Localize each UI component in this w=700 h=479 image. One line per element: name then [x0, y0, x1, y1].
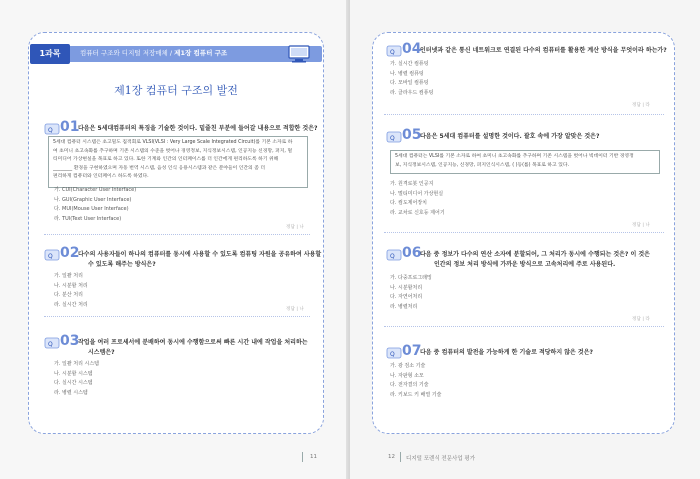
- option: 라. 키보드 키 배열 기술: [390, 391, 442, 398]
- option: 라. 교차로 신호등 제어기: [390, 209, 445, 216]
- question-text: 작업을 여러 프로세서에 분배하여 동시에 수행함으로써 빠른 시간 내에 작업을 처리하는: [78, 339, 308, 346]
- option: 라. 병렬처리: [390, 303, 418, 310]
- option: 다. 모바일 컴퓨팅: [390, 80, 429, 86]
- option: 나. 자판형 소모: [390, 372, 424, 379]
- option: 다. 전자결의 기술: [390, 382, 429, 388]
- option: 나. 멀티미디어 가상현실: [390, 190, 444, 197]
- question-number: 03: [60, 333, 80, 349]
- question-01-answer: 정답 | 나: [286, 225, 304, 230]
- option: 라. 병렬 시스템: [54, 389, 88, 396]
- divider: [384, 326, 664, 327]
- question-01-passage-box: [48, 136, 308, 188]
- question-04-answer: 정답 | 라: [632, 103, 650, 108]
- option: 다. 자연어처리: [390, 294, 423, 300]
- passage-line: ________ 환경을 구현하였으며 자동 번역 시스템, 음성 인식 응용시스템과 같은 분야들이 인간의 좀 더: [53, 165, 265, 171]
- option: 나. 시분할 시스템: [54, 370, 93, 377]
- question-text-cont: 수 있도록 해주는 방식은?: [88, 261, 156, 268]
- left-page-number: 11: [310, 454, 317, 460]
- svg-text:Q: Q: [390, 253, 395, 260]
- right-page-number: 12: [388, 454, 395, 460]
- computer-icon: [286, 44, 312, 64]
- passage-line: 5세대 컴퓨터는 VLSI를 기본 소자로 하여 초미니 초고속화를 추구하며 기존 시스템을 벗어나 빅데이터 기반 경영정: [395, 154, 634, 159]
- question-number: 05: [402, 127, 422, 143]
- option: 나. GUI(Graphic User Interface): [54, 196, 132, 203]
- passage-line: 편리하게 컴퓨터와 인터페이스 하도록 하였다.: [53, 174, 149, 179]
- divider: [44, 316, 310, 317]
- question-02-answer: 정답 | 나: [286, 307, 304, 312]
- svg-text:Q: Q: [48, 253, 53, 260]
- question-05-passage-box: [390, 150, 660, 174]
- option: 라. 클라우드 컴퓨팅: [390, 89, 434, 96]
- running-title: 디지털 포렌식 전문사업 평가: [406, 456, 476, 462]
- question-02-options: [54, 272, 88, 310]
- passage-line: 보, 지식정보시스템, 인공지능, 신경망, 퍼지인식시스템, ( )등(를) 목표로 하고 있다.: [395, 162, 570, 168]
- question-text: 다음 중 정보가 다수의 연산 소자에 분할되어, 그 처리가 동시에 수행되는 것은? 이 것은: [420, 251, 650, 258]
- svg-text:Q: Q: [390, 351, 395, 358]
- question-text: 다음은 5세대컴퓨터의 특징을 기술한 것이다. 밑줄친 부분에 들어갈 내용으로 적합한 것은?: [78, 125, 318, 132]
- question-06-options: [390, 274, 432, 312]
- question-01-options: [54, 186, 136, 224]
- option: 가. 원격로봇 인공지: [390, 181, 434, 187]
- svg-text:Q: Q: [390, 135, 395, 142]
- question-07-options: [390, 362, 441, 400]
- chapter-title: 제1장 컴퓨터 구조의 발전: [114, 84, 238, 97]
- question-text: 다수의 사용자들이 하나의 컴퓨터를 동시에 사용할 수 있도록 컴퓨팅 자원을 공유하여 사용할: [78, 251, 322, 258]
- question-number: 02: [60, 245, 80, 261]
- question-text-cont: 인간의 정보 처리 방식에 가까운 방식으로 고속처리에 주로 사용된다.: [434, 261, 616, 268]
- question-07: [386, 343, 666, 362]
- question-text: 다음은 5세대 컴퓨터를 설명한 것이다. 괄호 속에 가장 알맞은 것은?: [420, 133, 600, 140]
- question-number: 04: [402, 41, 422, 57]
- passage-line: 여 초미니 초고속화를 추구하며 기존 시스템의 수준을 벗어나 경영정보, 지식정보시스템, 인공지능 신경망, 퍼지, 멀: [53, 148, 293, 154]
- option: 다. MUI(Mouse User Interface): [54, 206, 129, 212]
- question-04-options: [390, 60, 433, 98]
- folio-divider: [302, 452, 303, 462]
- option: 다. 실시간 시스템: [54, 380, 93, 386]
- option: 나. 시분할 처리: [54, 282, 88, 289]
- svg-text:Q: Q: [48, 341, 53, 348]
- question-number: 06: [402, 245, 422, 261]
- option: 가. 광 검소 기술: [390, 363, 426, 369]
- passage-line: 티미디어 가상현실을 목표로 하고 있다. 또한 기계와 인간의 인터페이스를 더 인간에게 편리하도록 하기 위해: [53, 157, 279, 162]
- question-05-answer: 정답 | 나: [632, 223, 650, 228]
- option: 가. 다중프로그래밍: [390, 275, 432, 281]
- question-text-cont: 시스템은?: [88, 349, 115, 356]
- question-text: 다음 중 컴퓨터의 발전을 가능하게 한 기술로 적당하지 않은 것은?: [420, 349, 593, 356]
- question-number: 07: [402, 343, 422, 359]
- passage-line: 5세대 컴퓨터 시스템은 초고밀도 집적회로 VLSI(VLSI : Very Large Scale Integrated Circuit)를 기본 소자로 하: [53, 140, 293, 145]
- option: 가. 일괄 처리: [54, 273, 83, 279]
- option: 가. 실시간 컴퓨팅: [390, 61, 429, 67]
- question-03: [44, 333, 314, 356]
- option: 다. 컴도제어장치: [390, 200, 427, 206]
- question-03-options: [54, 360, 99, 398]
- option: 가. 일괄 처리 시스템: [54, 361, 99, 367]
- divider: [384, 232, 664, 233]
- svg-text:Q: Q: [48, 127, 53, 134]
- subject-tab: 1과목: [30, 44, 70, 64]
- question-06-answer: 정답 | 라: [632, 317, 650, 322]
- option: 다. 분산 처리: [54, 292, 83, 298]
- option: 라. 실시간 처리: [54, 301, 88, 308]
- option: 라. TUI(Text User Interface): [54, 215, 122, 222]
- option: 나. 시분할처리: [390, 284, 423, 291]
- option: 가. CUI(Character User Interface): [54, 187, 137, 193]
- question-05: [386, 127, 666, 146]
- option: 나. 병렬 컴퓨팅: [390, 70, 424, 77]
- breadcrumb-current: 제1장 컴퓨터 구조: [174, 49, 228, 57]
- chapter-breadcrumb: [80, 48, 227, 57]
- question-text: 인터넷과 같은 통신 네트워크로 연결된 다수의 컴퓨터를 활용한 계산 방식을 무엇이라 하는가?: [420, 47, 667, 54]
- right-page: [350, 0, 700, 479]
- folio-divider: [400, 452, 401, 462]
- question-05-options: [390, 180, 445, 218]
- divider: [384, 114, 664, 115]
- question-02: [44, 245, 322, 268]
- question-04: [386, 41, 667, 60]
- svg-text:Q: Q: [390, 49, 395, 56]
- question-number: 01: [60, 119, 80, 135]
- breadcrumb-prefix: 컴퓨터 구조와 디지털 저장매체 /: [80, 49, 173, 57]
- question-06: [386, 245, 666, 268]
- divider: [44, 234, 310, 235]
